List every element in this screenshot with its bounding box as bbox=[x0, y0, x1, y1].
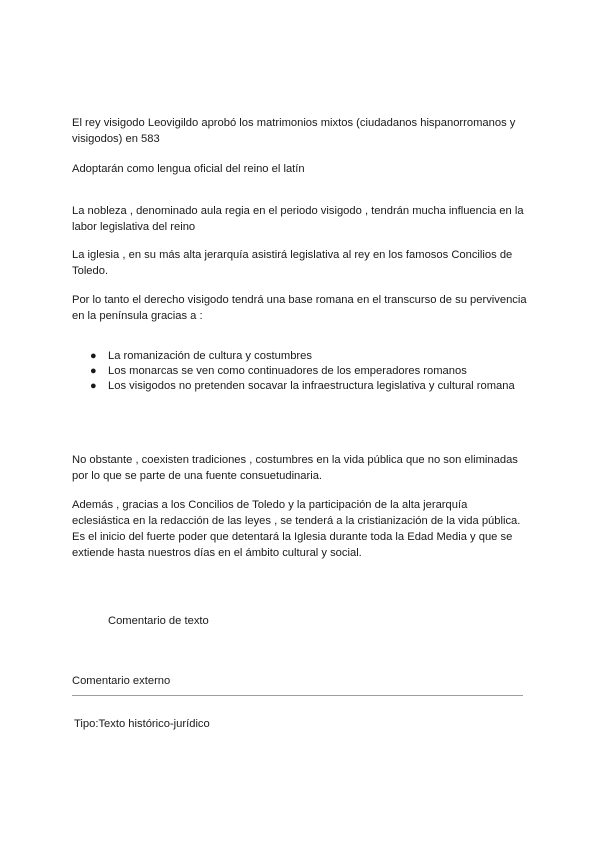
paragraph-tradiciones: No obstante , coexisten tradiciones , costumbres en la vida pública que no son eliminadas por lo que se parte de una fuente consuetudinaria. bbox=[72, 454, 518, 482]
heading-comentario-texto: Comentario de texto bbox=[108, 615, 209, 627]
list-item-text: Los visigodos no pretenden socavar la infraestructura legislativa y cultural romana bbox=[108, 380, 515, 392]
paragraph-derecho-visigodo: Por lo tanto el derecho visigodo tendrá una base romana en el transcurso de su pervivencia en la península gracias a : bbox=[72, 294, 527, 322]
horizontal-divider bbox=[72, 695, 523, 696]
list-item-text: La romanización de cultura y costumbres bbox=[108, 350, 312, 362]
list-item bbox=[72, 349, 528, 364]
list-item bbox=[72, 364, 528, 379]
tipo-line: Tipo:Texto histórico-jurídico bbox=[74, 718, 210, 730]
paragraph-latin: Adoptarán como lengua oficial del reino el latín bbox=[72, 163, 305, 175]
bullet-icon: ● bbox=[90, 350, 97, 362]
bullet-icon: ● bbox=[90, 380, 97, 392]
paragraph-leovigildo: El rey visigodo Leovigildo aprobó los matrimonios mixtos (ciudadanos hispanorromanos y visigodos) en 583 bbox=[72, 117, 516, 145]
heading-comentario-externo: Comentario externo bbox=[72, 675, 171, 687]
bullet-icon: ● bbox=[90, 365, 97, 377]
list-item-text: Los monarcas se ven como continuadores de los emperadores romanos bbox=[108, 365, 467, 377]
paragraph-concilios: Además , gracias a los Concilios de Toledo y la participación de la alta jerarquía eclesiástica en la redacción de las leyes , se tenderá a la cristianización de la vida pública. Es el inicio del fuerte poder que detentará la Iglesia durante toda la Edad Media y que se extiende hasta nuestros días en el ámbito cultural y social. bbox=[72, 499, 521, 559]
list-item bbox=[72, 379, 528, 394]
paragraph-nobleza: La nobleza , denominado aula regia en el periodo visigodo , tendrán mucha influencia en la labor legislativa del reino bbox=[72, 205, 524, 233]
bullet-list bbox=[72, 349, 528, 394]
paragraph-iglesia: La iglesia , en su más alta jerarquía asistirá legislativa al rey en los famosos Concilios de Toledo. bbox=[72, 249, 513, 277]
